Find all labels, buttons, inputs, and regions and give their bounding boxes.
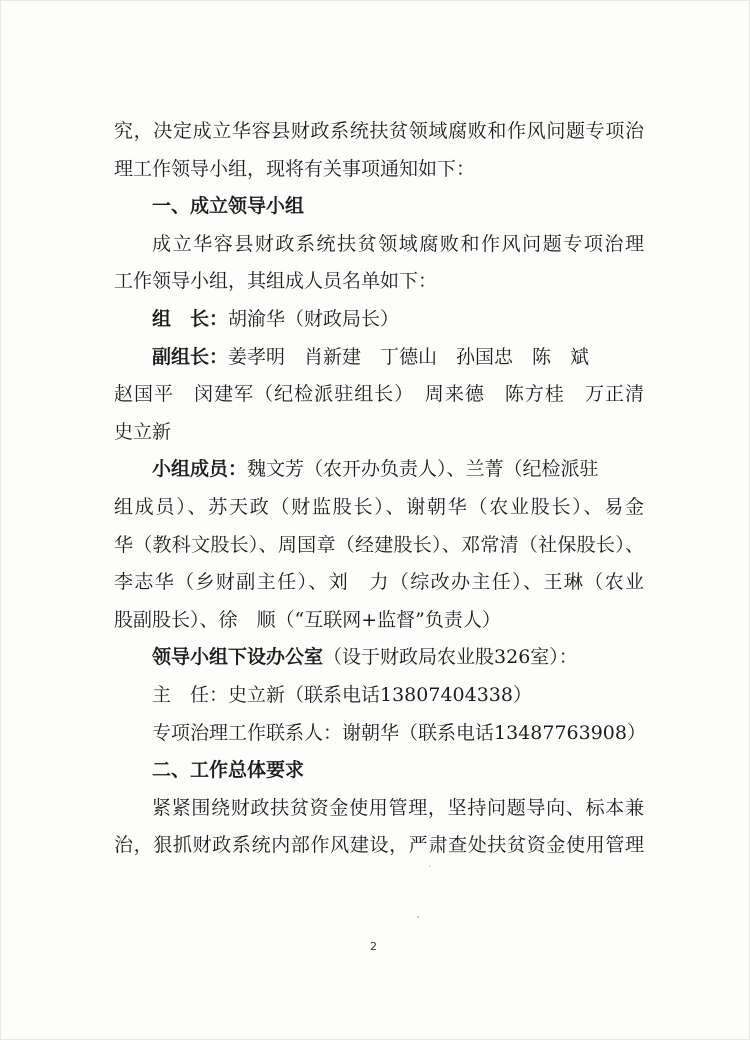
paragraph-line: 究，决定成立华容县财政系统扶贫领域腐败和作风问题专项治: [114, 120, 644, 142]
deputy-leader-names-continued: 赵国平 闵建军（纪检派驻组长） 周来德 陈方桂 万正清: [114, 383, 644, 406]
paragraph-line: 紧紧围绕财政扶贫资金使用管理，坚持问题导向、标本兼: [152, 796, 644, 819]
leader-line: [114, 301, 644, 339]
paragraph-line: 治，狠抓财政系统内部作风建设，严肃查处扶贫资金使用管理: [114, 834, 644, 857]
deputy-leader-label: 副组长：: [152, 345, 229, 368]
paragraph-line: 理工作领导小组，现将有关事项通知如下：: [114, 157, 476, 180]
leader-name: 胡渝华（财政局长）: [228, 307, 400, 330]
members-list: 魏文芳（农开办负责人）、兰菁（纪检派驻: [247, 458, 599, 481]
office-line: [114, 639, 644, 677]
contact-person-line: 专项治理工作联系人：谢朝华（联系电话13487763908）: [152, 721, 646, 744]
members-line: [114, 451, 644, 489]
scan-speck: [429, 865, 430, 867]
members-list-continued: 李志华（乡财副主任）、刘 力（综改办主任）、王琳（农业: [114, 571, 644, 594]
members-list-continued: 华（教科文股长）、周国章（经建股长）、邓常清（社保股长）、: [114, 533, 644, 556]
office-label: 领导小组下设办公室: [152, 646, 324, 669]
office-location: （设于财政局农业股326室）：: [323, 646, 578, 669]
paragraph-line: 工作领导小组，其组成人员名单如下：: [114, 270, 438, 293]
members-list-continued: 股副股长）、徐 顺（“互联网+监督”负责人）: [114, 608, 501, 631]
director-line: 主 任：史立新（联系电话13807404338）: [152, 683, 532, 706]
deputy-leader-line: [114, 339, 644, 377]
section-heading-2: 二、工作总体要求: [152, 759, 305, 782]
document-body: [114, 113, 644, 865]
leader-label: 组 长：: [152, 307, 229, 330]
page-number: 2: [370, 940, 377, 953]
section-heading-1: 一、成立领导小组: [152, 195, 305, 218]
members-label: 小组成员：: [152, 458, 248, 481]
scan-speck: [417, 916, 419, 918]
members-list-continued: 组成员）、苏天政（财监股长）、谢朝华（农业股长）、易金: [114, 495, 644, 518]
deputy-leader-names-continued: 史立新: [114, 420, 172, 443]
deputy-leader-names: 姜孝明 肖新建 丁德山 孙国忠 陈 斌: [228, 345, 590, 368]
paragraph-line: 成立华容县财政系统扶贫领域腐败和作风问题专项治理: [152, 232, 644, 255]
